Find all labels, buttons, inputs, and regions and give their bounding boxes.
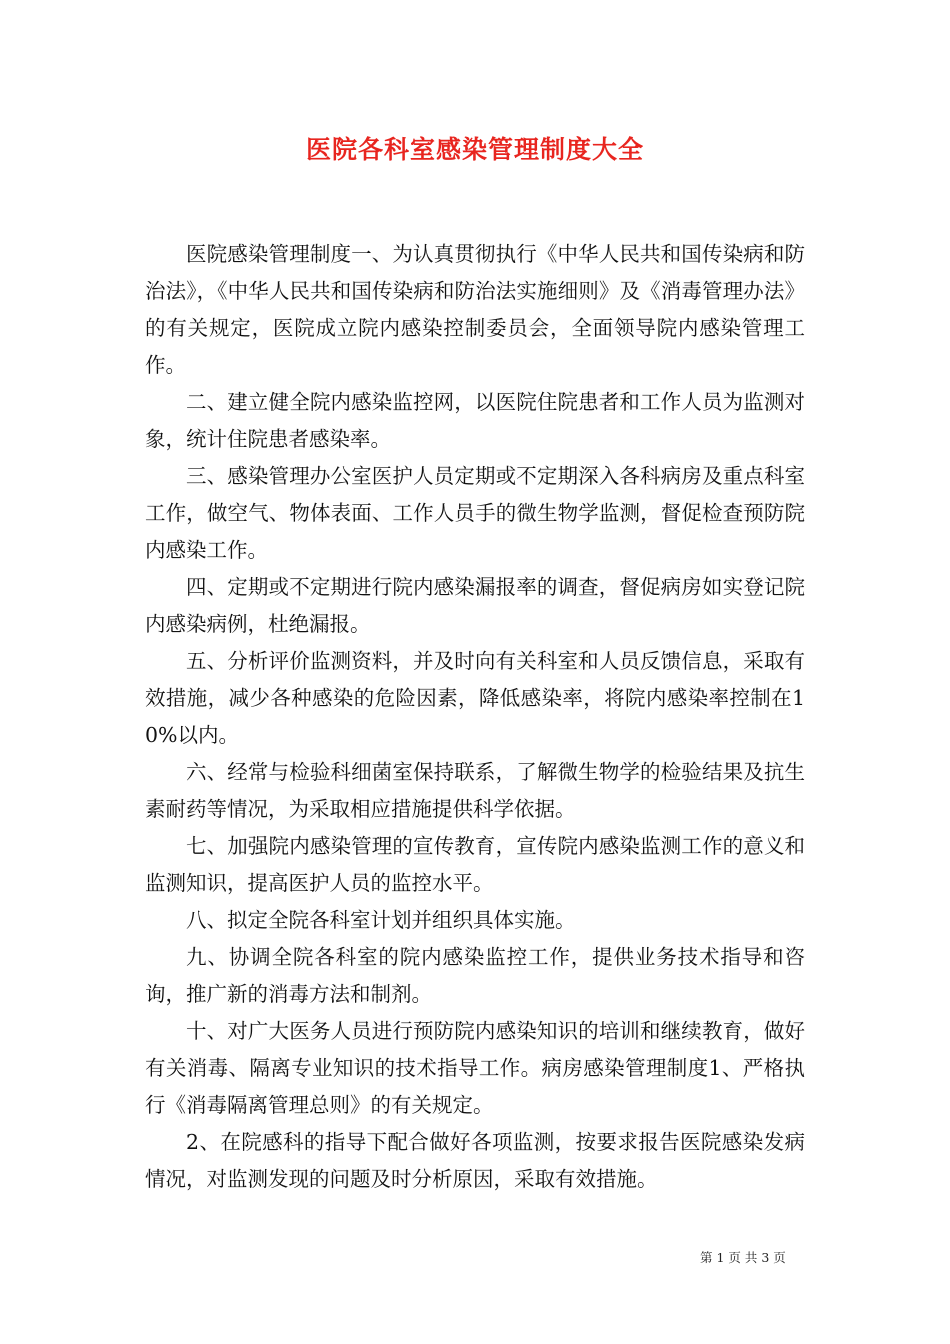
paragraph-8: 八、拟定全院各科室计划并组织具体实施。	[186, 908, 576, 932]
paragraph-9: 九、协调全院各科室的院内感染监控工作，提供业务技术指导和咨询，推广新的消毒方法和制剂。	[145, 945, 805, 1006]
document-body	[145, 236, 805, 1198]
paragraph-6: 六、经常与检验科细菌室保持联系，了解微生物学的检验结果及抗生素耐药等情况，为采取相应措施提供科学依据。	[145, 760, 805, 821]
paragraph-2: 二、建立健全院内感染监控网，以医院住院患者和工作人员为监测对象，统计住院患者感染率。	[145, 390, 805, 451]
paragraph-10: 十、对广大医务人员进行预防院内感染知识的培训和继续教育，做好有关消毒、隔离专业知识的技术指导工作。病房感染管理制度1、严格执行《消毒隔离管理总则》的有关规定。	[145, 1019, 805, 1117]
paragraph-7: 七、加强院内感染管理的宣传教育，宣传院内感染监测工作的意义和监测知识，提高医护人员的监控水平。	[145, 834, 805, 895]
paragraph-4: 四、定期或不定期进行院内感染漏报率的调查，督促病房如实登记院内感染病例，杜绝漏报。	[145, 575, 805, 636]
paragraph-3: 三、感染管理办公室医护人员定期或不定期深入各科病房及重点科室工作，做空气、物体表面、工作人员手的微生物学监测，督促检查预防院内感染工作。	[145, 464, 805, 562]
page-number-footer: 第 1 页 共 3 页	[700, 1250, 786, 1265]
paragraph-5: 五、分析评价监测资料，并及时向有关科室和人员反馈信息，采取有效措施，减少各种感染的危险因素，降低感染率，将院内感染率控制在10%以内。	[145, 649, 805, 747]
paragraph-1: 医院感染管理制度一、为认真贯彻执行《中华人民共和国传染病和防治法》，《中华人民共和国传染病和防治法实施细则》及《消毒管理办法》的有关规定，医院成立院内感染控制委员会，全面领导院内感染管理工作。	[145, 242, 805, 377]
document-title: 医院各科室感染管理制度大全	[305, 135, 644, 164]
paragraph-11: 2、在院感科的指导下配合做好各项监测，按要求报告医院感染发病情况，对监测发现的问题及时分析原因，采取有效措施。	[145, 1130, 805, 1191]
